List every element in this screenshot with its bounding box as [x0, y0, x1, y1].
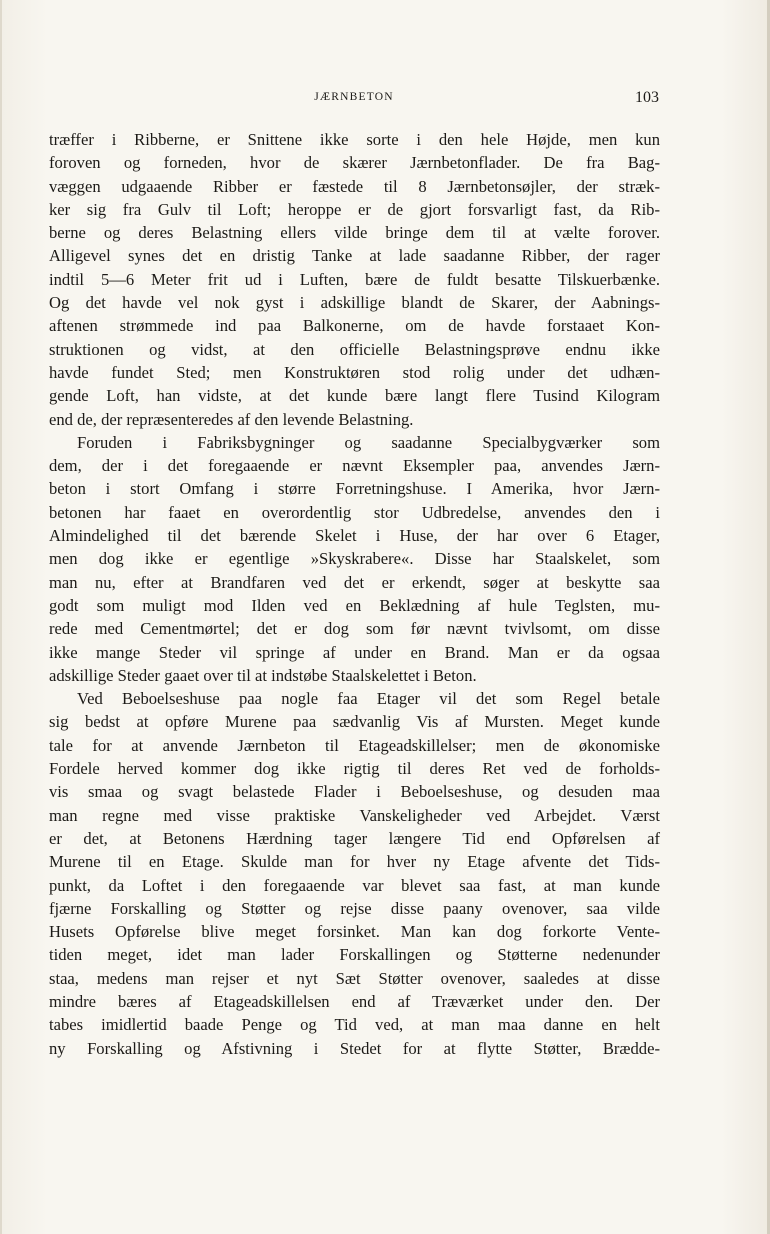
text-line: Almindelighed til det bærende Skelet i Huse, der har over 6 Etager,	[49, 526, 660, 546]
text-line: tiden meget, idet man lader Forskallingen og Støtterne nedenunder	[49, 945, 660, 965]
page-header	[49, 89, 659, 109]
text-line: struktionen og vidst, at den officielle Belastningsprøve endnu ikke	[49, 339, 660, 359]
paragraph-first-line: Foruden i Fabriksbygninger og saadanne Specialbygværker som	[77, 432, 660, 452]
text-line: Fordele herved kommer dog ikke rigtig til deres Ret ved de forholds-	[49, 759, 660, 779]
paragraph-first-line: Ved Beboelseshuse paa nogle faa Etager vil det som Regel betale	[77, 689, 660, 709]
text-line: dem, der i det foregaaende er nævnt Eksempler paa, anvendes Jærn-	[49, 456, 660, 476]
text-line: Og det havde vel nok gyst i adskillige blandt de Skarer, der Aabnings-	[49, 293, 660, 313]
text-line: aftenen strømmede ind paa Balkonerne, om de havde forstaaet Kon-	[49, 316, 660, 336]
paragraph-last-line: adskillige Steder gaaet over til at indstøbe Staalskelettet i Beton.	[49, 665, 477, 685]
running-head: JÆRNBETON	[314, 91, 394, 103]
text-line: fjærne Forskalling og Støtter og rejse disse paany ovenover, saa vilde	[49, 898, 660, 918]
text-line: men dog ikke er egentlige »Skyskrabere«. Disse har Staalskelet, som	[49, 549, 660, 569]
page-number: 103	[635, 89, 659, 106]
text-line: gende Loft, han vidste, at det kunde bære langt flere Tusind Kilogram	[49, 386, 660, 406]
text-line: beton i stort Omfang i større Forretningshuse. I Amerika, hvor Jærn-	[49, 479, 660, 499]
text-line: ny Forskalling og Afstivning i Stedet for at flytte Støtter, Brædde-	[49, 1038, 660, 1058]
text-line: tale for at anvende Jærnbeton til Etageadskillelser; men de økonomiske	[49, 735, 660, 755]
text-line: ker sig fra Gulv til Loft; heroppe er de gjort forsvarligt fast, da Rib-	[49, 199, 660, 219]
text-line: væggen udgaaende Ribber er fæstede til 8 Jærnbetonsøjler, der stræk-	[49, 176, 660, 196]
text-line: punkt, da Loftet i den foregaaende var blevet saa fast, at man kunde	[49, 875, 660, 895]
text-line: tabes imidlertid baade Penge og Tid ved, at man maa danne en helt	[49, 1015, 660, 1035]
text-line: berne og deres Belastning ellers vilde bringe dem til at vælte forover.	[49, 223, 660, 243]
text-line: sig bedst at opføre Murene paa sædvanlig Vis af Mursten. Meget kunde	[49, 712, 660, 732]
body-text	[49, 128, 660, 1060]
text-line: foroven og forneden, hvor de skærer Jærnbetonflader. De fra Bag-	[49, 153, 660, 173]
text-line: man regne med visse praktiske Vanskeligheder ved Arbejdet. Værst	[49, 805, 660, 825]
text-line: havde fundet Sted; men Konstruktøren stod rolig under det udhæn-	[49, 362, 660, 382]
text-line: er det, at Betonens Hærdning tager længere Tid end Opførelsen af	[49, 828, 660, 848]
text-line: staa, medens man rejser et nyt Sæt Støtter ovenover, saaledes at disse	[49, 968, 660, 988]
text-line: vis smaa og svagt belastede Flader i Beboelseshuse, og desuden maa	[49, 782, 660, 802]
text-line: Murene til en Etage. Skulde man for hver ny Etage afvente det Tids-	[49, 852, 660, 872]
text-line: man nu, efter at Brandfaren ved det er erkendt, søger at beskytte saa	[49, 572, 660, 592]
text-line: ikke mange Steder vil springe af under en Brand. Man er da ogsaa	[49, 642, 660, 662]
text-line: træffer i Ribberne, er Snittene ikke sorte i den hele Højde, men kun	[49, 130, 660, 149]
text-line: rede med Cementmørtel; det er dog som før nævnt tvivlsomt, om disse	[49, 619, 660, 639]
text-line: Husets Opførelse blive meget forsinket. Man kan dog forkorte Vente-	[49, 922, 660, 942]
text-line: indtil 5—6 Meter frit ud i Luften, bære de fuldt besatte Tilskuerbænke.	[49, 269, 660, 289]
text-line: betonen har faaet en overordentlig stor Udbredelse, anvendes den i	[49, 502, 660, 522]
paragraph-last-line: end de, der repræsenteredes af den levende Belastning.	[49, 409, 414, 429]
text-line: Alligevel synes det en dristig Tanke at lade saadanne Ribber, der rager	[49, 246, 660, 266]
text-line: godt som muligt mod Ilden ved en Beklædning af hule Teglsten, mu-	[49, 595, 660, 615]
text-line: mindre bæres af Etageadskillelsen end af Træværket under den. Der	[49, 991, 660, 1011]
